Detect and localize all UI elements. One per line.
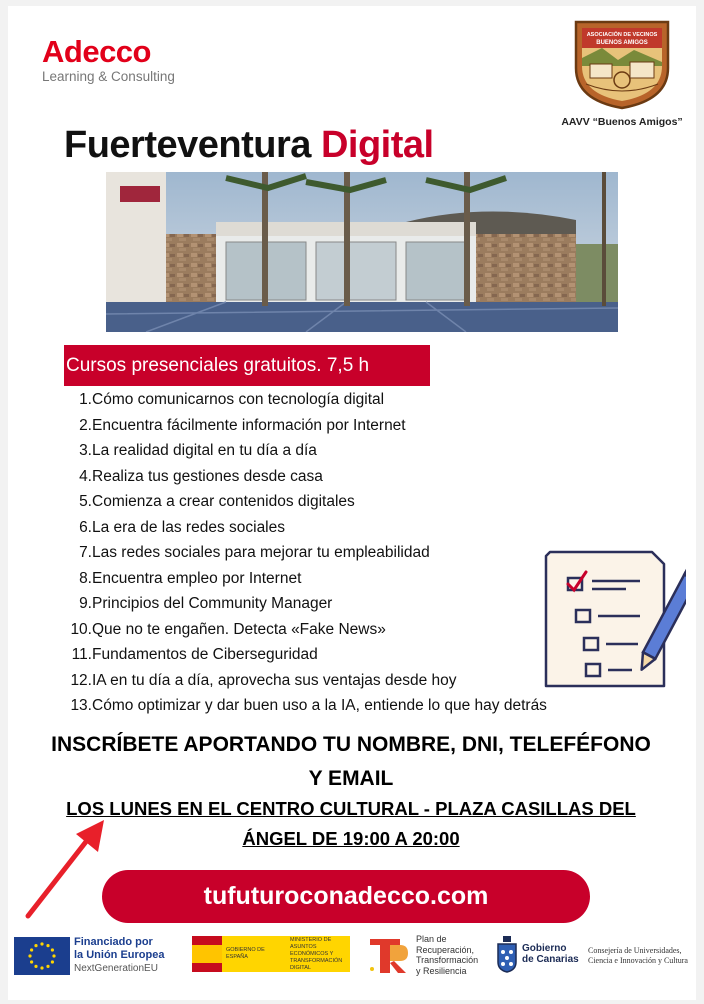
eu-text: Financiado por la Unión Europea NextGenerationEU	[74, 936, 165, 974]
arrow-icon	[22, 812, 118, 927]
courses-banner: Cursos presenciales gratuitos. 7,5 h	[64, 345, 430, 386]
recovery-plan-text: Plan de Recuperación, Transformación y Resiliencia	[416, 934, 479, 976]
cta-line-2: Y EMAIL	[308, 767, 394, 790]
adecco-subtitle: Learning & Consulting	[42, 69, 175, 84]
association-caption: AAVV “Buenos Amigos”	[561, 116, 683, 128]
consejeria-text: Consejería de Universidades, Ciencia e Innovación y Cultura	[588, 946, 688, 965]
spain-flag-icon	[192, 936, 222, 972]
title-part-2: Digital	[320, 124, 434, 166]
sponsor-logos	[8, 930, 696, 980]
flyer-page	[8, 6, 696, 1000]
eu-funding-logo	[14, 936, 164, 975]
list-item: 7.Las redes sociales para mejorar tu empleabilidad	[79, 544, 430, 561]
venue-line-2: ÁNGEL DE 19:00 A 20:00	[242, 828, 460, 849]
adecco-logo	[42, 36, 175, 85]
list-item: 1.Cómo comunicarnos con tecnología digital	[79, 391, 385, 408]
list-item: 8.Encuentra empleo por Internet	[79, 569, 302, 587]
course-list	[64, 387, 547, 719]
association-logo	[552, 18, 692, 128]
list-item: 3.La realidad digital en tu día a día	[79, 442, 317, 459]
venue-line-1: LOS LUNES EN EL CENTRO CULTURAL - PLAZA CASILLAS DEL	[66, 798, 636, 819]
list-item: 4.Realiza tus gestiones desde casa	[79, 467, 323, 485]
spanish-government-logo	[192, 936, 350, 972]
eu-flag-icon	[14, 937, 70, 975]
list-item: 6.La era de las redes sociales	[79, 518, 286, 536]
list-item: 5.Comienza a crear contenidos digitales	[79, 493, 355, 510]
gov-right-text: MINISTERIO DE ASUNTOS ECONÓMICOS Y TRANSFORMACIÓN DIGITAL	[290, 936, 343, 971]
list-item: 11.Fundamentos de Ciberseguridad	[71, 646, 318, 663]
svg-text:ASOCIACIÓN DE VECINOS: ASOCIACIÓN DE VECINOS	[586, 32, 658, 38]
cta-line-1: INSCRÍBETE APORTANDO TU NOMBRE, DNI, TELEFÉFONO	[51, 733, 651, 756]
registration-call-to-action	[28, 728, 674, 796]
list-item: 13.Cómo optimizar y dar buen uso a la IA, entiende lo que hay detrás	[70, 697, 547, 714]
page-title	[64, 124, 434, 167]
title-part-1: Fuerteventura	[64, 124, 311, 166]
list-item: 10.Que no te engañen. Detecta «Fake News»	[70, 620, 386, 638]
adecco-brand-text: Adecco	[42, 34, 151, 69]
recovery-plan-logo	[366, 934, 478, 976]
gov-left-text: GOBIERNO DE ESPAÑA	[226, 947, 265, 960]
list-item: 9.Principios del Community Manager	[79, 595, 333, 612]
cultural-center-photo	[106, 172, 618, 332]
recovery-plan-icon	[366, 935, 410, 975]
website-link-button[interactable]: tufuturoconadecco.com	[102, 870, 590, 923]
canarias-shield-icon	[496, 934, 518, 974]
venue-schedule	[28, 794, 674, 854]
svg-text:BUENOS AMIGOS: BUENOS AMIGOS	[596, 40, 648, 46]
association-seal-icon	[572, 18, 672, 110]
checklist-icon	[540, 548, 686, 695]
list-item: 12.IA en tu día a día, aprovecha sus ventajas desde hoy	[70, 671, 457, 689]
canarias-text: Gobierno de Canarias	[522, 943, 579, 965]
canary-government-logo	[496, 934, 579, 974]
list-item: 2.Encuentra fácilmente información por Internet	[79, 416, 406, 434]
